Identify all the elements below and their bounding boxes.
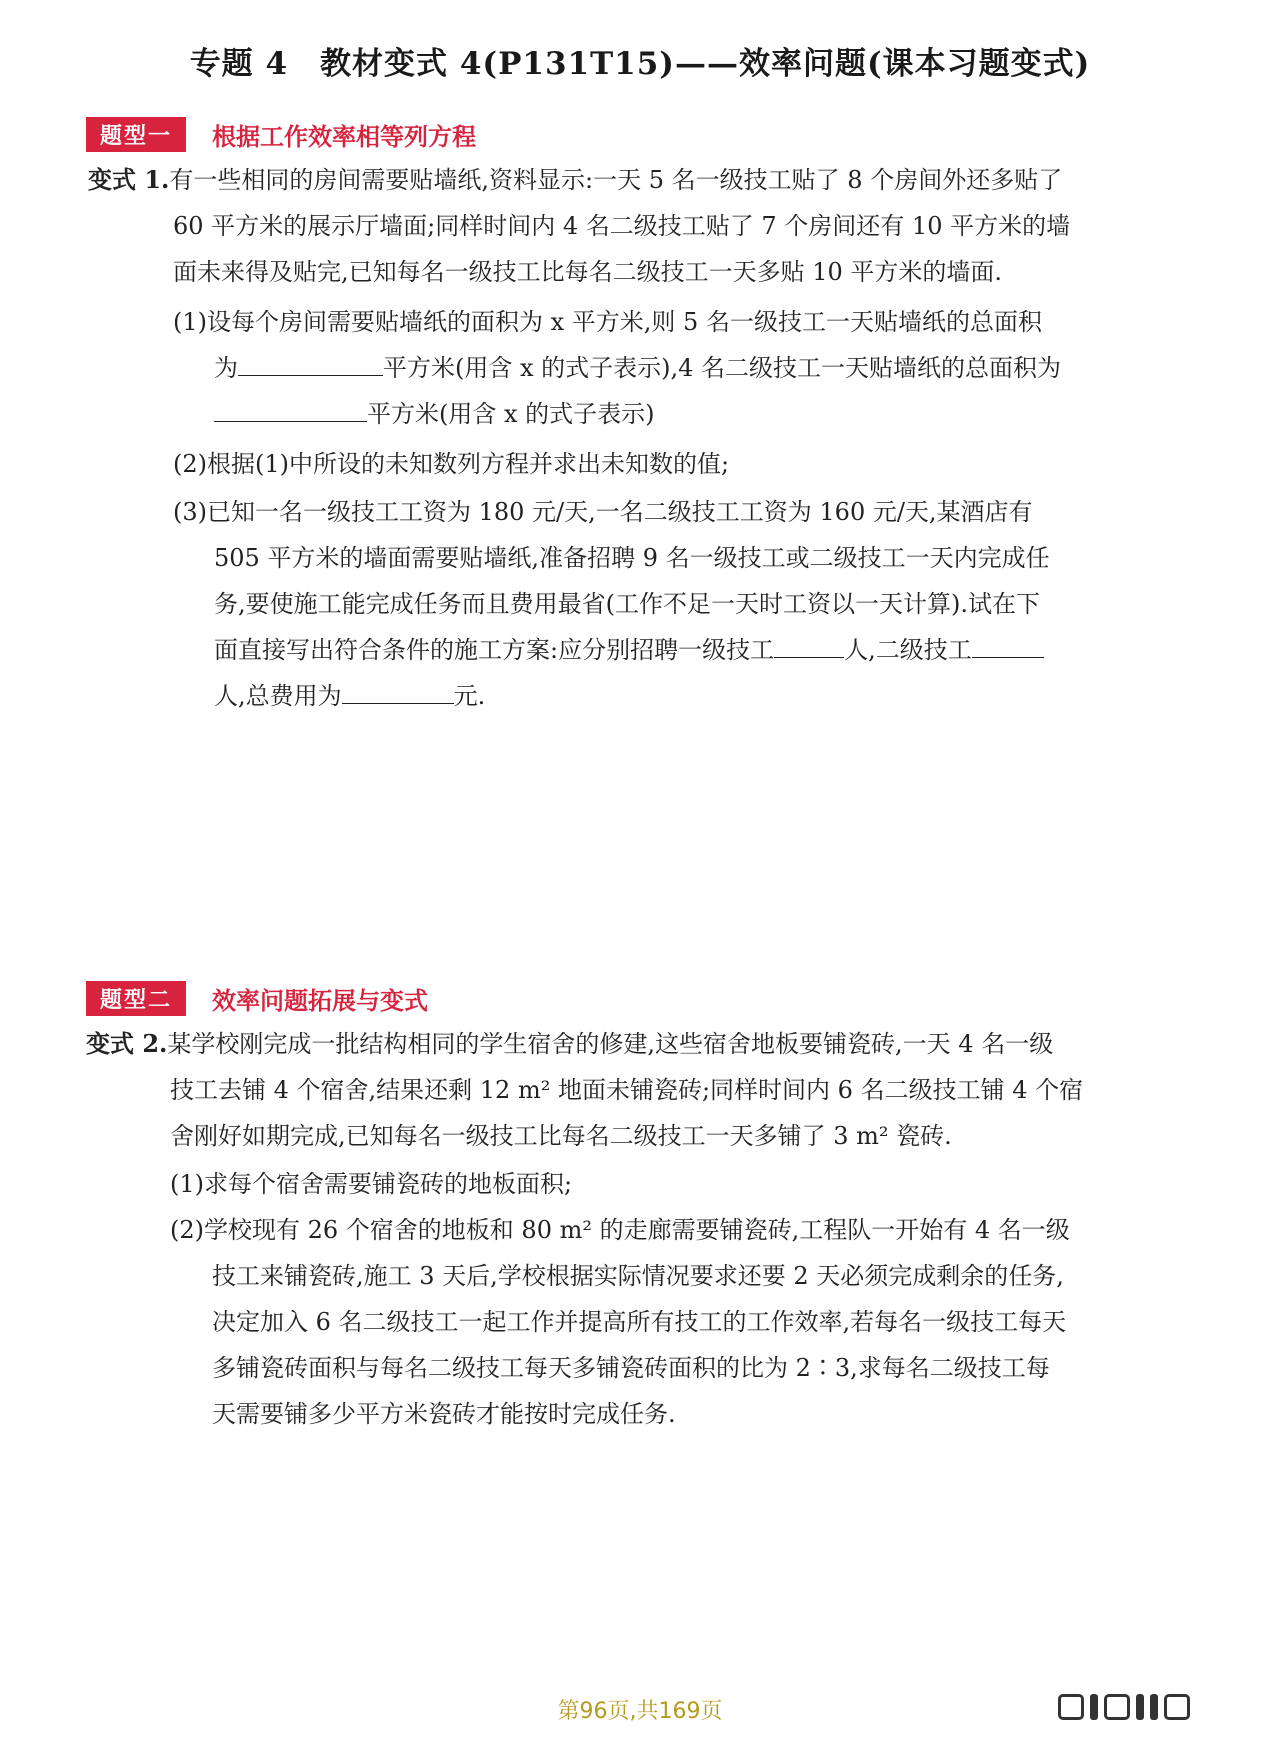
question-2-stem-line: [86, 1021, 1053, 1067]
subquestion-1-3-line: [214, 673, 485, 719]
subquestion-2-2-line: 多铺瓷砖面积与每名二级技工每天多铺瓷砖面积的比为 2∶3,求每名二级技工每: [212, 1354, 1050, 1382]
subquestion-2-1: (1)求每个宿舍需要铺瓷砖的地板面积;: [170, 1170, 573, 1198]
subquestion-1-1: (1)设每个房间需要贴墙纸的面积为 x 平方米,则 5 名一级技工一天贴墙纸的总面积: [173, 308, 1042, 336]
question-text: 平方米(用含 x 的式子表示): [367, 400, 655, 428]
subquestion-1-1-line: [214, 391, 655, 437]
question-1-stem-line: 面未来得及贴完,已知每名一级技工比每名二级技工一天多贴 10 平方米的墙面.: [173, 258, 1003, 286]
answer-blank[interactable]: [774, 631, 844, 658]
answer-blank[interactable]: [214, 395, 367, 422]
section-title: 效率问题拓展与变式: [212, 986, 429, 1015]
subquestion-2-2: (2)学校现有 26 个宿舍的地板和 80 m² 的走廊需要铺瓷砖,工程队一开始有 4 名一级: [170, 1216, 1070, 1244]
question-1-stem-line: 60 平方米的展示厅墙面;同样时间内 4 名二级技工贴了 7 个房间还有 10 平方米的墙: [173, 212, 1071, 240]
section-header-1: [86, 116, 476, 152]
subquestion-1-3-line: [214, 627, 1044, 673]
page-counter: 第96页,共169页: [557, 1699, 723, 1724]
question-text: 人,总费用为: [214, 682, 342, 710]
subquestion-1-3-line: 505 平方米的墙面需要贴墙纸,准备招聘 9 名一级技工或二级技工一天内完成任: [214, 544, 1050, 572]
section-badge: 题型一: [86, 117, 186, 152]
subquestion-1-1-line: [214, 345, 1061, 391]
question-text: 元.: [453, 682, 486, 710]
question-1-stem-line: [88, 157, 1062, 203]
watermark-icon: [1058, 1694, 1190, 1720]
question-text: 为: [214, 354, 238, 382]
section-header-2: [86, 980, 428, 1016]
subquestion-1-3: (3)已知一名一级技工工资为 180 元/天,一名二级技工工资为 160 元/天,某酒店有: [173, 498, 1033, 526]
question-text: 人,二级技工: [844, 636, 972, 664]
subquestion-2-2-line: 技工来铺瓷砖,施工 3 天后,学校根据实际情况要求还要 2 天必须完成剩余的任务,: [212, 1262, 1064, 1290]
question-text: 某学校刚完成一批结构相同的学生宿舍的修建,这些宿舍地板要铺瓷砖,一天 4 名一级: [167, 1030, 1054, 1058]
question-label: 变式 2.: [86, 1029, 168, 1058]
page-title: 专题 4 教材变式 4(P131T15)——效率问题(课本习题变式): [189, 46, 1091, 82]
question-text: 平方米(用含 x 的式子表示),4 名二级技工一天贴墙纸的总面积为: [383, 354, 1062, 382]
question-2-stem-line: 技工去铺 4 个宿舍,结果还剩 12 m² 地面未铺瓷砖;同样时间内 6 名二级技工铺 4 个宿: [170, 1076, 1084, 1104]
answer-blank[interactable]: [342, 677, 454, 704]
subquestion-1-3-line: 务,要使施工能完成任务而且费用最省(工作不足一天时工资以一天计算).试在下: [214, 590, 1040, 618]
subquestion-2-2-line: 天需要铺多少平方米瓷砖才能按时完成任务.: [212, 1400, 676, 1428]
question-label: 变式 1.: [88, 165, 170, 194]
answer-blank[interactable]: [238, 349, 383, 376]
section-badge: 题型二: [86, 981, 186, 1016]
question-text: 面直接写出符合条件的施工方案:应分别招聘一级技工: [214, 636, 775, 664]
answer-blank[interactable]: [972, 631, 1044, 658]
question-2-stem-line: 舍刚好如期完成,已知每名一级技工比每名二级技工一天多铺了 3 m² 瓷砖.: [170, 1122, 952, 1150]
subquestion-2-2-line: 决定加入 6 名二级技工一起工作并提高所有技工的工作效率,若每名一级技工每天: [212, 1308, 1067, 1336]
subquestion-1-2: (2)根据(1)中所设的未知数列方程并求出未知数的值;: [173, 450, 730, 478]
section-title: 根据工作效率相等列方程: [212, 122, 477, 151]
question-text: 有一些相同的房间需要贴墙纸,资料显示:一天 5 名一级技工贴了 8 个房间外还多贴了: [169, 166, 1063, 194]
